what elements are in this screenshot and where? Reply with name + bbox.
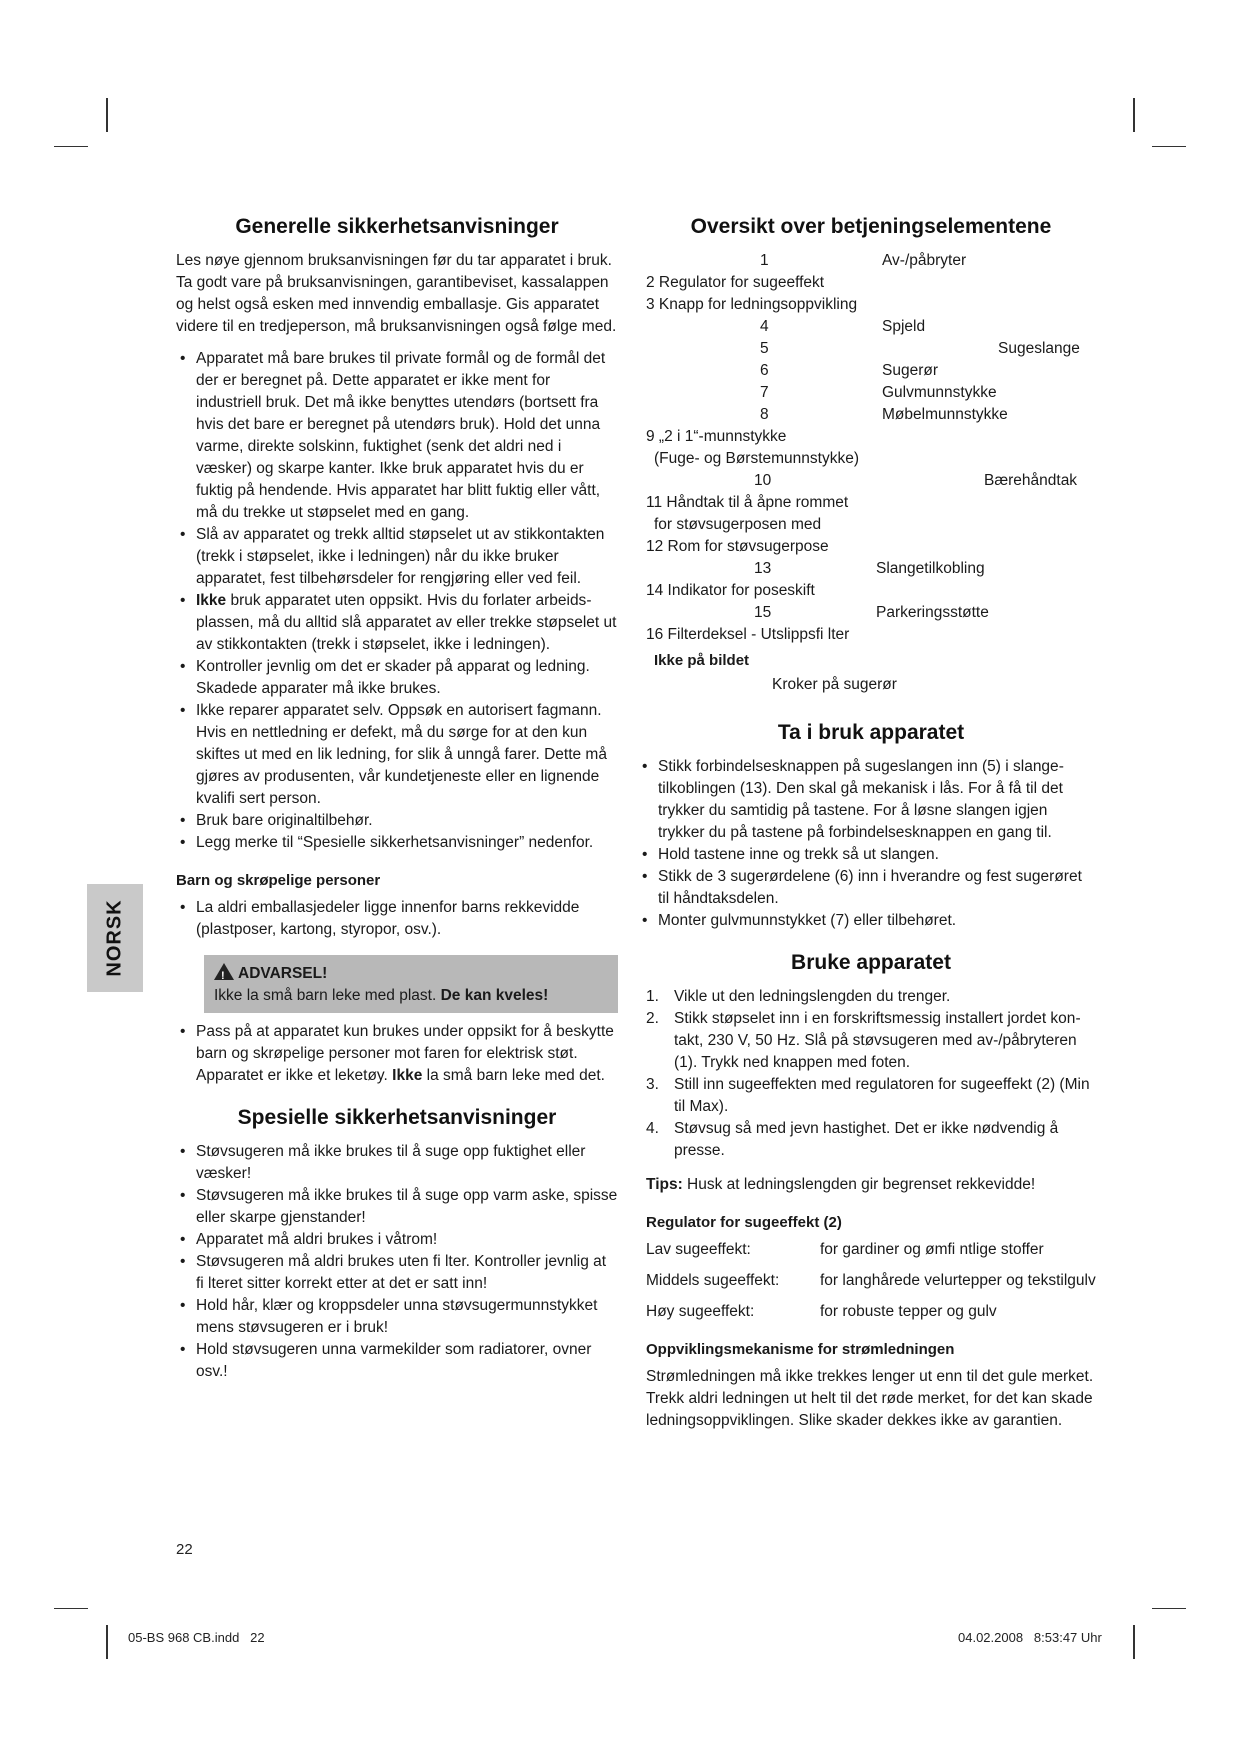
list-item: • La aldri emballasjedeler ligge innenfor barns rekkevidde (plastposer, kartong, styropor, osv.). (176, 897, 618, 941)
general-safety-title: Generelle sikkerhetsanvisninger (235, 215, 559, 238)
part-number: 10 (754, 472, 772, 489)
part-number: 15 (754, 604, 772, 621)
part-item: 11 Håndtak til å åpne rommet (646, 494, 849, 511)
list-item-text: Pass på at apparatet kun brukes under oppsikt for å beskytte barn og skrøpelige personer mot faren for elektrisk støt. Apparatet er ikke et leketøy. (196, 1023, 614, 1084)
list-item (176, 590, 618, 656)
children-list-2 (176, 1021, 618, 1087)
list-item (646, 1008, 1096, 1074)
overview-title: Oversikt over betjeningselementene (690, 215, 1052, 238)
step-number: 4. (646, 1120, 659, 1137)
step-text: Stikk støpselet inn i en forskriftsmessig installert jordet kontakt, 230 V, 50 Hz. Slå på støvsugeren med av-/påbryteren (1). Trykk ned knappen med foten. (674, 1010, 1081, 1071)
suction-row (646, 1239, 1096, 1261)
crop-mark (106, 1625, 108, 1659)
suction-use: for robuste tepper og gulv (820, 1303, 997, 1320)
warning-icon (214, 963, 234, 980)
list-item: • Stikk de 3 sugerørdelene (6) inn i hverandre og fest sugerøret til håndtaksdelen. (638, 866, 1096, 910)
list-item: • Apparatet må bare brukes til private formål og de formål det der er beregnet på. Dette apparatet er ikke ment for industriell bruk. Det må ikke benyttes utendørs (bortsett fra hvis det bare er beregnet på utendørs bruk). Hold det unna varme, direkte solskinn, fuktighet (senk det aldri ned i væsker) og skarpe kanter. Ikke bruk apparatet hvis du er fuktig på hendende. Hvis apparatet har blitt fuktig eller vått, må du trekke ut støpselet med en gang. (176, 348, 618, 524)
crop-mark (54, 1608, 88, 1609)
children-title: Barn og skrøpelige personer (176, 872, 381, 889)
part-label: Spjeld (882, 318, 926, 335)
list-item: • Støvsugeren må ikke brukes til å suge opp fuktighet eller væsker! (176, 1141, 618, 1185)
warning-box (204, 955, 618, 1013)
part-label: Gulvmunnstykke (882, 384, 997, 401)
warning-title: ADVARSEL! (238, 965, 328, 982)
suction-use: for langhårede velurtepper og tekstilgulv (820, 1272, 1096, 1289)
part-number: 1 (760, 252, 769, 269)
footer-timestamp: 04.02.2008 8:53:47 Uhr (958, 1630, 1102, 1645)
part-number: 5 (760, 340, 769, 357)
use-title: Bruke apparatet (791, 951, 951, 974)
warning-heading (214, 963, 608, 985)
crop-mark (54, 146, 88, 147)
suction-row (646, 1301, 1096, 1323)
suction-level: Middels sugeeffekt: (646, 1272, 780, 1289)
start-title: Ta i bruk apparatet (777, 721, 965, 744)
list-item (176, 1021, 618, 1087)
special-safety-list (176, 1141, 618, 1383)
crop-mark (106, 98, 108, 132)
footer-file: 05-BS 968 CB.indd 22 (128, 1630, 265, 1645)
part-item: for støvsugerposen med (654, 516, 822, 533)
children-list (176, 897, 618, 941)
step-number: 3. (646, 1076, 659, 1093)
step-number: 2. (646, 1010, 659, 1027)
list-item: • Legg merke til “Spesielle sikkerhetsanvisninger” nedenfor. (176, 832, 618, 854)
list-item: • Slå av apparatet og trekk alltid støpselet ut av stikkontakten (trekk i støpselet, ikke i ledningen) når du ikke bruker apparatet, fest tilbehørsdeler for rengjøring eller ved feil. (176, 524, 618, 590)
suction-use: for gardiner og ømfi ntlige stoffer (820, 1241, 1044, 1258)
left-column (176, 214, 618, 1383)
warning-text-bold: De kan kveles! (440, 987, 549, 1004)
part-item: 12 Rom for støvsugerpose (646, 538, 829, 555)
part-label: Møbelmunnstykke (882, 406, 1008, 423)
crop-mark (1152, 146, 1186, 147)
tips (646, 1174, 1096, 1196)
start-list (638, 756, 1096, 932)
emphasis: Ikke (196, 592, 227, 609)
cord-title: Oppviklingsmekanisme for strømledningen (646, 1341, 955, 1358)
part-item: 2 Regulator for sugeeffekt (646, 274, 825, 291)
list-item-text: bruk apparatet uten oppsikt. Hvis du forlater arbeidsplassen, må du alltid slå apparatet av eller trekke støpselet ut av stikkontakten (trekk i støpselet, ikke i ledningen). (196, 592, 617, 653)
list-item: • Støvsugeren må aldri brukes uten fi lter. Kontroller jevnlig at fi lteret sitter korrekt etter at det er satt inn! (176, 1251, 618, 1295)
not-pictured-item: Kroker på sugerør (772, 676, 897, 693)
general-intro: Les nøye gjennom bruksanvisningen før du tar apparatet i bruk. Ta godt vare på bruksanvisningen, garantibeviset, kassalappen og helst også esken med innvendig emballasje. Gis apparatet videre til en tredjeperson, må bruksanvisningen også følge med. (176, 252, 617, 335)
part-number: 7 (760, 384, 769, 401)
part-label: Parkeringsstøtte (876, 604, 989, 621)
suction-row (646, 1270, 1096, 1292)
not-pictured-title: Ikke på bildet (654, 652, 750, 669)
step-text: Still inn sugeeffekten med regulatoren for sugeeffekt (2) (Min til Max). (674, 1076, 1090, 1115)
list-item-text: la små barn leke med det. (422, 1067, 605, 1084)
part-number: 4 (760, 318, 769, 335)
language-label: NORSK (103, 899, 126, 977)
list-item: • Kontroller jevnlig om det er skader på apparat og ledning. Skadede apparater må ikke brukes. (176, 656, 618, 700)
parts-list (646, 250, 1096, 706)
part-label: Bærehåndtak (984, 472, 1078, 489)
list-item: • Hold tastene inne og trekk så ut slangen. (638, 844, 1096, 866)
list-item: • Monter gulvmunnstykket (7) eller tilbehøret. (638, 910, 1096, 932)
warning-text-normal: Ikke la små barn leke med plast. (214, 987, 441, 1004)
suction-level: Lav sugeeffekt: (646, 1241, 751, 1258)
list-item: • Apparatet må aldri brukes i våtrom! (176, 1229, 618, 1251)
part-number: 6 (760, 362, 769, 379)
tips-label: Tips: (646, 1176, 683, 1193)
list-item: • Støvsugeren må ikke brukes til å suge opp varm aske, spisse eller skarpe gjenstander! (176, 1185, 618, 1229)
part-item: 3 Knapp for ledningsoppvikling (646, 296, 858, 313)
list-item: • Stikk forbindelsesknappen på sugeslangen inn (5) i slangetilkoblingen (13). Den skal gå mekanisk i lås. For å få til det trykker du samtidig på tastene. For å løsne slangen igjen trykker du på tastene på forbindelsesknappen en gang til. (638, 756, 1096, 844)
step-text: Støvsug så med jevn hastighet. Det er ikke nødvendig å presse. (674, 1120, 1059, 1159)
language-tab (87, 884, 143, 992)
part-item: 16 Filterdeksel - Utslippsfi lter (646, 626, 850, 643)
use-steps (646, 986, 1096, 1162)
part-item: 9 „2 i 1“-munnstykke (646, 428, 787, 445)
list-item (646, 1118, 1096, 1162)
list-item (646, 1074, 1096, 1118)
special-safety-title: Spesielle sikkerhetsanvisninger (237, 1106, 557, 1129)
general-safety-list (176, 348, 618, 854)
crop-mark (1152, 1608, 1186, 1609)
part-number: 8 (760, 406, 769, 423)
cord-text: Strømledningen må ikke trekkes lenger ut enn til det gule merket. Trekk aldri ledningen ut helt til det røde merket, for det kan skade ledningsoppviklingen. Slike skader dekkes ikke av garantien. (646, 1368, 1094, 1429)
emphasis: Ikke (392, 1067, 423, 1084)
part-label: Av-/påbryter (882, 252, 967, 269)
step-number: 1. (646, 988, 659, 1005)
part-label: Sugerør (882, 362, 938, 379)
list-item: • Ikke reparer apparatet selv. Oppsøk en autorisert fagmann. Hvis en nettledning er defekt, må du sørge for at den kun skiftes ut med en lik ledning, for slik å unngå farer. Dette må gjøres av produsenten, vår kundetjeneste eller en lignende kvalifi sert person. (176, 700, 618, 810)
part-number: 13 (754, 560, 772, 577)
page-number: 22 (176, 1541, 193, 1558)
list-item: • Hold støvsugeren unna varmekilder som radiatorer, ovner osv.! (176, 1339, 618, 1383)
warning-text (214, 985, 608, 1007)
crop-mark (1133, 98, 1135, 132)
suction-level: Høy sugeeffekt: (646, 1303, 755, 1320)
list-item: • Hold hår, klær og kroppsdeler unna støvsugermunnstykket mens støvsugeren er i bruk! (176, 1295, 618, 1339)
step-text: Vikle ut den ledningslengden du trenger. (674, 988, 951, 1005)
crop-mark (1133, 1625, 1135, 1659)
list-item (646, 986, 1096, 1008)
part-item: 14 Indikator for poseskift (646, 582, 815, 599)
part-item: (Fuge- og Børstemunnstykke) (654, 450, 860, 467)
list-item: • Bruk bare originaltilbehør. (176, 810, 618, 832)
tips-text: Husk at ledningslengden gir begrenset rekkevidde! (682, 1176, 1036, 1193)
regulator-title: Regulator for sugeeffekt (2) (646, 1214, 842, 1231)
part-label: Slangetilkobling (876, 560, 985, 577)
right-column (646, 214, 1096, 1432)
part-label: Sugeslange (998, 340, 1080, 357)
